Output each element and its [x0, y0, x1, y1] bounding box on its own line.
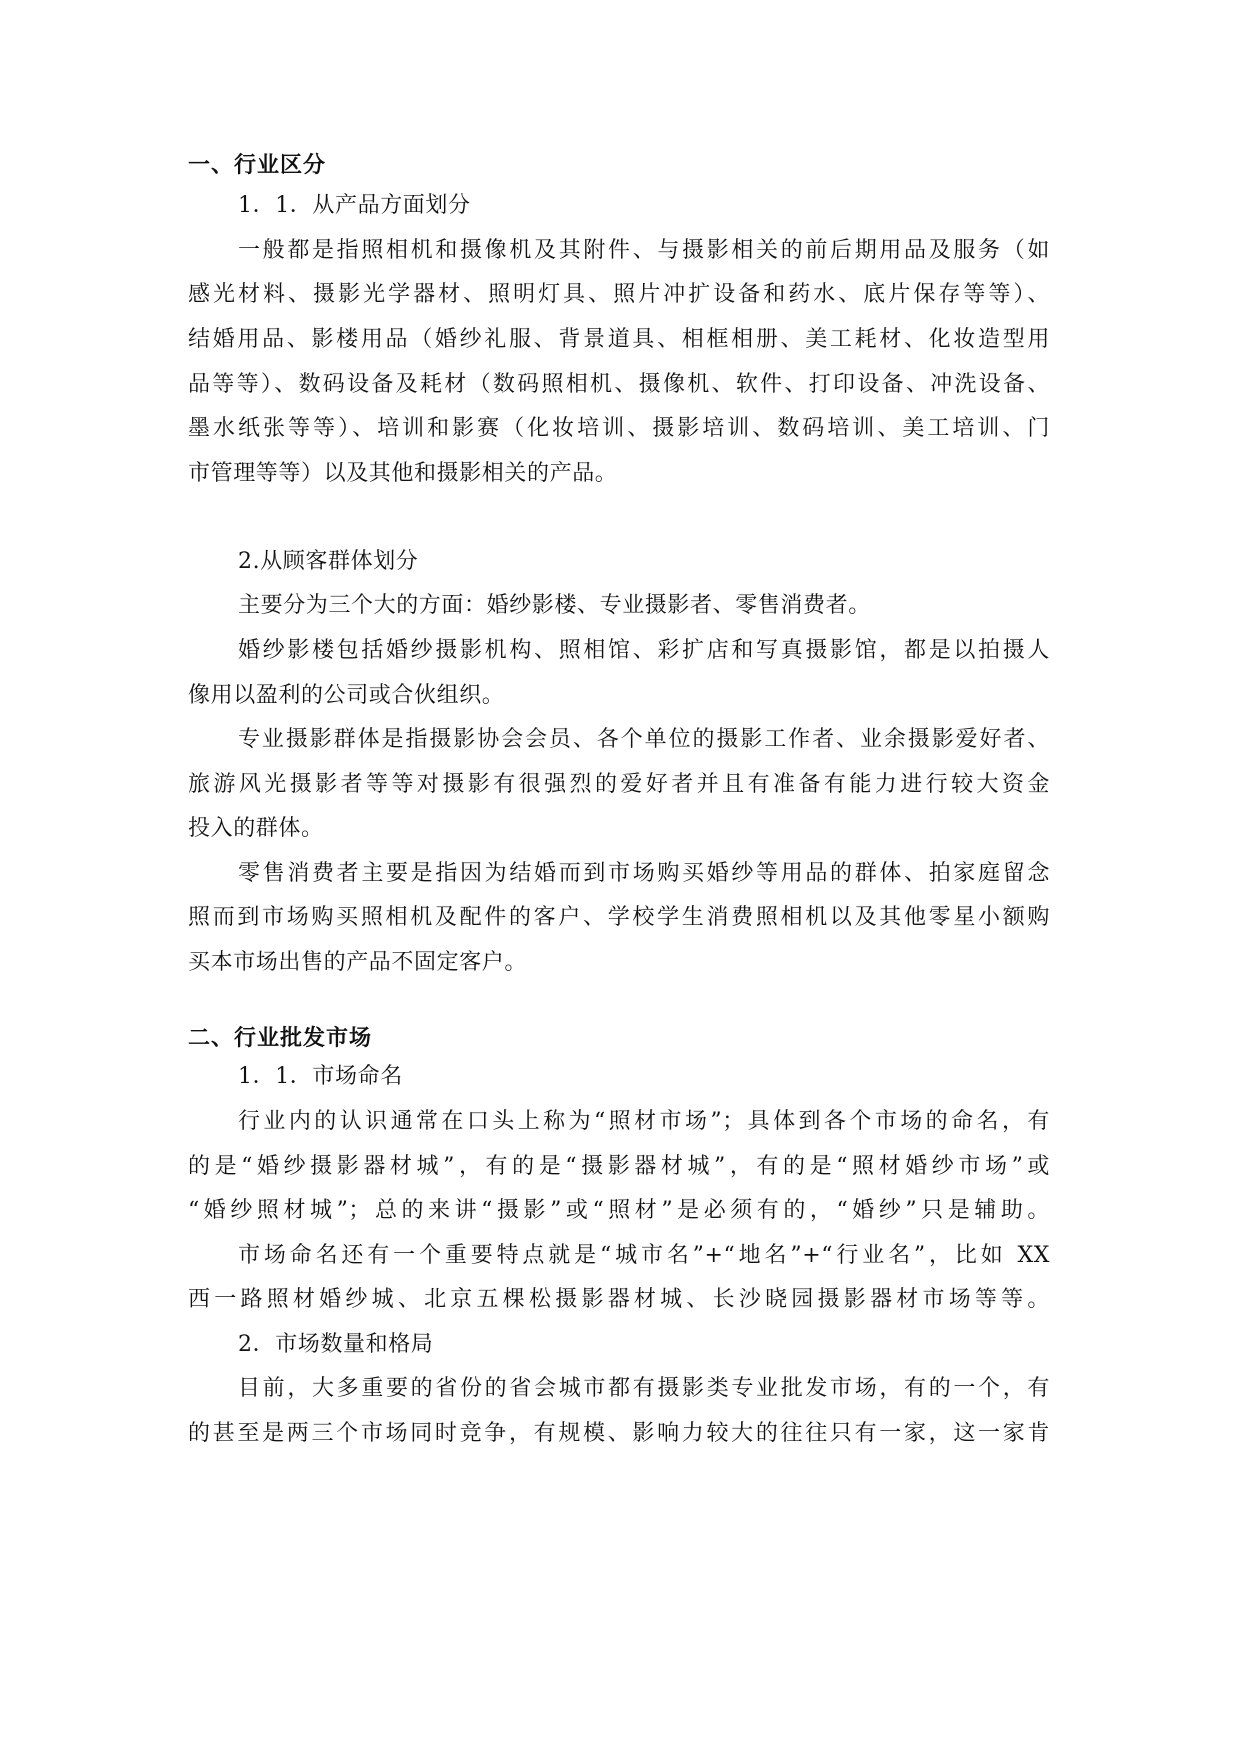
paragraph-line: 零售消费者主要是指因为结婚而到市场购买婚纱等用品的群体、拍家庭留念 [238, 861, 1050, 886]
paragraph-line: “婚纱照材城”；总的来讲“摄影”或“照材”是必须有的，“婚纱”只是辅助。 [188, 1198, 1050, 1223]
paragraph-line: 西一路照材婚纱城、北京五棵松摄影器材城、长沙晓园摄影器材市场等等。 [188, 1287, 1050, 1312]
paragraph-line: 专业摄影群体是指摄影协会会员、各个单位的摄影工作者、业余摄影爱好者、 [238, 727, 1050, 752]
subsection-title-market-naming: 1．1．市场命名 [238, 1064, 403, 1089]
section-heading-industry-classification: 一、行业区分 [188, 153, 327, 178]
subsection-title-by-product: 1．1．从产品方面划分 [238, 193, 471, 218]
paragraph-line: 像用以盈利的公司或合伙组织。 [188, 683, 505, 708]
paragraph-line: 墨水纸张等等）、培训和影赛（化妆培训、摄影培训、数码培训、美工培训、门 [188, 416, 1050, 441]
subsection-title-by-customer: 2.从顾客群体划分 [238, 549, 419, 574]
section-heading-wholesale-market: 二、行业批发市场 [188, 1026, 373, 1051]
paragraph-line: 目前，大多重要的省份的省会城市都有摄影类专业批发市场，有的一个，有 [238, 1376, 1050, 1401]
paragraph-line: 结婚用品、影楼用品（婚纱礼服、背景道具、相框相册、美工耗材、化妆造型用 [188, 327, 1050, 352]
paragraph-line: 市管理等等）以及其他和摄影相关的产品。 [188, 461, 618, 486]
paragraph-line: 照而到市场购买照相机及配件的客户、学校学生消费照相机以及其他零星小额购 [188, 905, 1050, 930]
paragraph-line: 市场命名还有一个重要特点就是“城市名”+“地名”+“行业名”，比如 XX [238, 1243, 1050, 1268]
paragraph-line: 旅游风光摄影者等等对摄影有很强烈的爱好者并且有准备有能力进行较大资金 [188, 772, 1050, 797]
subsection-title-market-count-and-layout: 2．市场数量和格局 [238, 1332, 434, 1357]
paragraph-line: 行业内的认识通常在口头上称为“照材市场”；具体到各个市场的命名，有 [238, 1109, 1050, 1134]
paragraph-line: 的是“婚纱摄影器材城”，有的是“摄影器材城”，有的是“照材婚纱市场”或 [188, 1154, 1050, 1179]
paragraph-line: 投入的群体。 [188, 816, 324, 841]
paragraph-line: 感光材料、摄影光学器材、照明灯具、照片冲扩设备和药水、底片保存等等）、 [188, 282, 1050, 307]
paragraph-line: 的甚至是两三个市场同时竞争，有规模、影响力较大的往往只有一家，这一家肯 [188, 1421, 1050, 1446]
paragraph-line: 婚纱影楼包括婚纱摄影机构、照相馆、彩扩店和写真摄影馆，都是以拍摄人 [238, 638, 1050, 663]
paragraph-line: 一般都是指照相机和摄像机及其附件、与摄影相关的前后期用品及服务（如 [238, 238, 1050, 263]
paragraph-line: 品等等）、数码设备及耗材（数码照相机、摄像机、软件、打印设备、冲洗设备、 [188, 372, 1050, 397]
paragraph-line: 买本市场出售的产品不固定客户。 [188, 950, 528, 975]
paragraph-line: 主要分为三个大的方面：婚纱影楼、专业摄影者、零售消费者。 [238, 593, 871, 618]
